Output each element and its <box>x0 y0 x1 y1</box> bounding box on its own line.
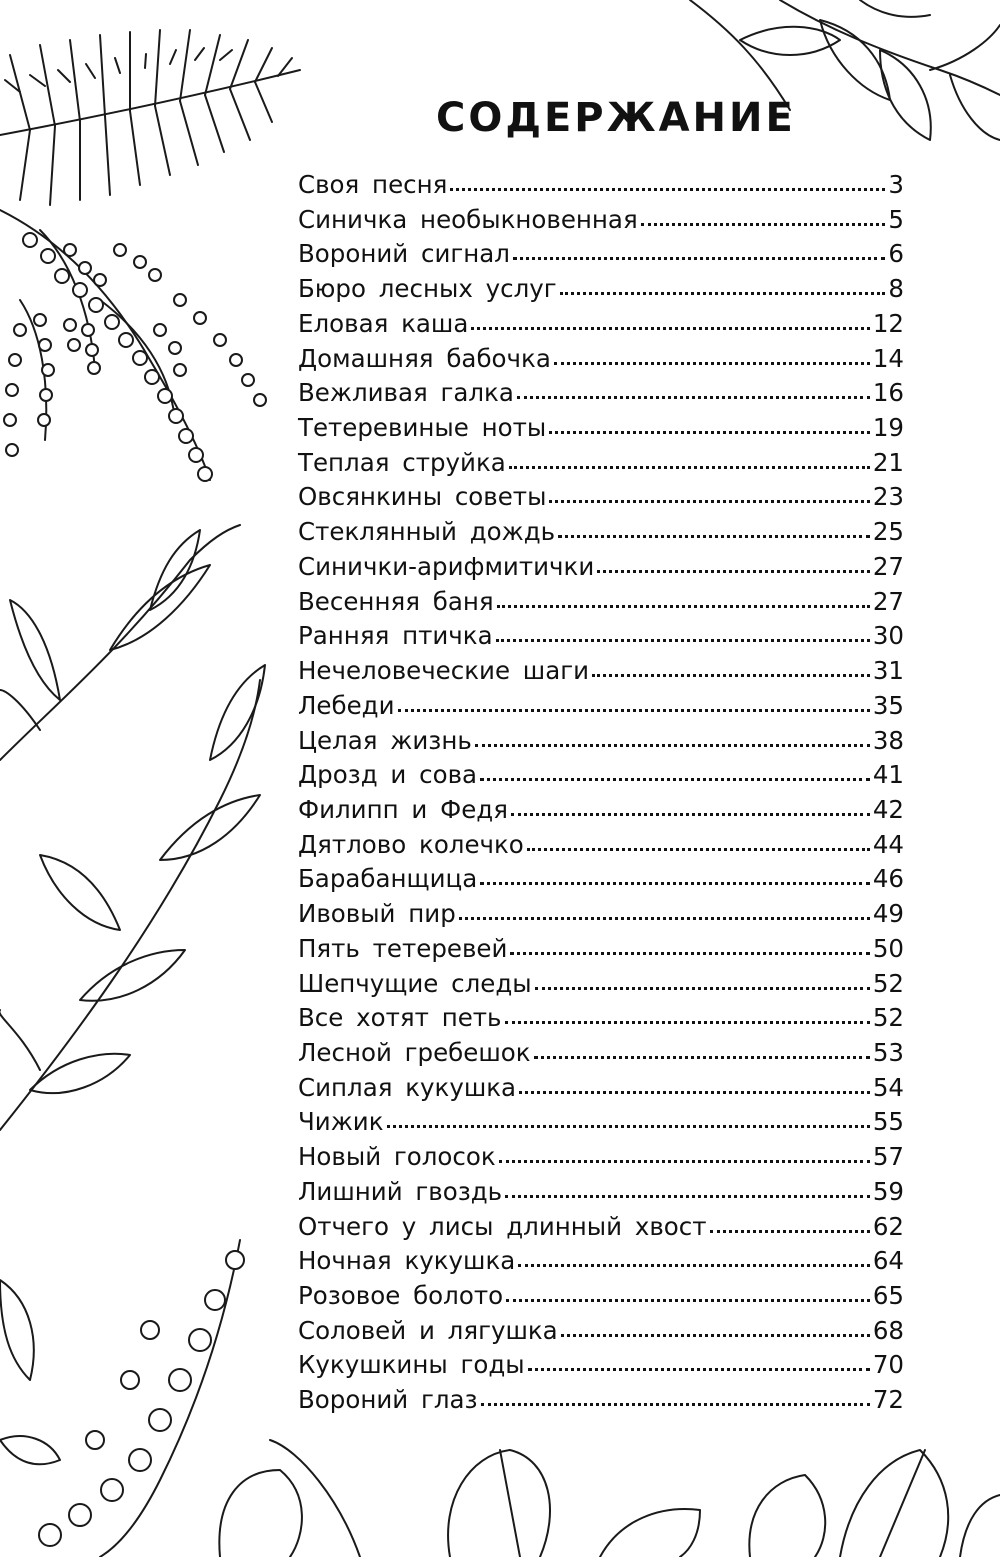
dot-leader <box>710 1228 870 1233</box>
toc-entry-title: Нечеловеческие шаги <box>298 656 590 686</box>
toc-entry-title: Шепчущие следы <box>298 968 532 998</box>
toc-entry-page: 59 <box>872 1176 904 1206</box>
toc-entry <box>298 203 904 238</box>
fern-icon <box>0 30 300 205</box>
dot-leader <box>641 221 886 226</box>
page-title: СОДЕРЖАНИЕ <box>436 95 796 141</box>
toc-entry-title: Целая жизнь <box>298 725 472 755</box>
dot-leader <box>496 637 870 642</box>
mimosa-branch-icon <box>0 210 266 481</box>
toc-entry-page: 23 <box>872 482 904 512</box>
toc-entry <box>298 1383 904 1418</box>
toc-entry-page: 72 <box>872 1385 904 1415</box>
toc-entry-page: 21 <box>872 447 904 477</box>
dot-leader <box>471 325 869 330</box>
toc-entry <box>298 1279 904 1314</box>
dot-leader <box>459 915 870 920</box>
toc-entry-title: Дятлово колечко <box>298 829 524 859</box>
toc-entry <box>298 1175 904 1210</box>
toc-entry <box>298 446 904 481</box>
toc-entry-page: 52 <box>872 968 904 998</box>
toc-entry <box>298 689 904 724</box>
dot-leader <box>505 1019 870 1024</box>
dot-leader <box>597 568 870 573</box>
toc-entry-page: 65 <box>872 1281 904 1310</box>
dot-leader <box>387 1123 870 1128</box>
dot-leader <box>509 464 870 469</box>
toc-entry-page: 19 <box>872 413 904 443</box>
dot-leader <box>450 186 885 191</box>
toc-entry-page: 53 <box>872 1037 904 1067</box>
dot-leader <box>506 1297 870 1302</box>
dot-leader <box>534 1054 870 1059</box>
toc-entry-page: 64 <box>872 1246 904 1276</box>
toc-entry-page: 46 <box>872 864 904 894</box>
toc-entry-title: Синичка необыкновенная <box>298 204 638 234</box>
toc-entry <box>298 411 904 446</box>
toc-entry-title: Отчего у лисы длинный хвост <box>298 1211 707 1241</box>
toc-entry-page: 27 <box>872 586 904 616</box>
dot-leader <box>535 985 870 990</box>
dot-leader <box>517 394 870 399</box>
toc-entry-title: Теплая струйка <box>298 447 506 477</box>
toc-entry <box>298 967 904 1002</box>
toc-entry <box>298 758 904 793</box>
dot-leader <box>475 742 870 747</box>
table-of-contents <box>298 168 904 1418</box>
toc-entry-title: Ранняя птичка <box>298 621 493 651</box>
toc-entry <box>298 237 904 272</box>
toc-entry <box>298 1036 904 1071</box>
dot-leader <box>560 290 886 295</box>
toc-entry-title: Новый голосок <box>298 1142 496 1172</box>
toc-entry <box>298 862 904 897</box>
toc-entry-title: Тетеревиные ноты <box>298 413 547 443</box>
toc-entry-page: 49 <box>872 899 904 929</box>
leaf-branch-icon <box>0 525 265 1130</box>
toc-entry-page: 3 <box>888 170 904 199</box>
toc-entry-page: 41 <box>872 760 904 790</box>
toc-entry-title: Сиплая кукушка <box>298 1072 517 1102</box>
toc-entry-title: Вороний глаз <box>298 1385 478 1415</box>
dot-leader <box>549 429 870 434</box>
toc-entry-title: Стеклянный дождь <box>298 517 556 547</box>
toc-entry-title: Лебеди <box>298 690 395 720</box>
dot-leader <box>561 1332 870 1337</box>
toc-entry-page: 50 <box>872 933 904 963</box>
toc-entry-title: Кукушкины годы <box>298 1350 525 1380</box>
toc-entry-title: Все хотят петь <box>298 1003 502 1033</box>
toc-entry <box>298 550 904 585</box>
toc-entry <box>298 1071 904 1106</box>
dot-leader <box>527 846 870 851</box>
dot-leader <box>510 950 869 955</box>
toc-entry-page: 44 <box>872 829 904 859</box>
toc-entry-page: 14 <box>872 343 904 373</box>
dot-leader <box>554 360 870 365</box>
dot-leader <box>480 880 870 885</box>
toc-entry-title: Вежливая галка <box>298 378 514 408</box>
dot-leader <box>592 672 870 677</box>
toc-entry-page: 35 <box>872 690 904 720</box>
toc-entry-title: Чижик <box>298 1107 384 1137</box>
toc-entry-title: Филипп и Федя <box>298 794 508 824</box>
toc-entry-page: 54 <box>872 1072 904 1102</box>
toc-entry-title: Ивовый пир <box>298 899 456 929</box>
toc-entry-page: 42 <box>872 794 904 824</box>
toc-entry <box>298 1001 904 1036</box>
toc-entry <box>298 515 904 550</box>
toc-entry-title: Лесной гребешок <box>298 1037 531 1067</box>
toc-entry-title: Овсянкины советы <box>298 482 547 512</box>
dot-leader <box>481 1401 870 1406</box>
toc-entry <box>298 342 904 377</box>
toc-entry <box>298 272 904 307</box>
toc-entry-title: Весенняя баня <box>298 586 494 616</box>
dot-leader <box>513 255 885 260</box>
toc-entry-title: Своя песня <box>298 170 448 199</box>
toc-entry-title: Домашняя бабочка <box>298 343 551 373</box>
toc-entry-page: 57 <box>872 1142 904 1172</box>
toc-entry <box>298 307 904 342</box>
toc-entry-title: Розовое болото <box>298 1281 504 1310</box>
dot-leader <box>480 776 870 781</box>
dot-leader <box>518 1262 870 1267</box>
toc-entry <box>298 585 904 620</box>
toc-entry-page: 6 <box>888 239 904 269</box>
dot-leader <box>528 1366 870 1371</box>
toc-entry-page: 55 <box>872 1107 904 1137</box>
toc-entry-title: Лишний гвоздь <box>298 1176 503 1206</box>
toc-entry-page: 12 <box>872 308 904 338</box>
round-leaves-icon <box>219 1440 1000 1557</box>
toc-entry-page: 31 <box>872 656 904 686</box>
toc-entry <box>298 793 904 828</box>
toc-entry <box>298 1210 904 1245</box>
toc-entry <box>298 168 904 203</box>
dot-leader <box>497 603 870 608</box>
dot-leader <box>519 1089 870 1094</box>
toc-entry <box>298 1105 904 1140</box>
toc-entry-title: Вороний сигнал <box>298 239 510 269</box>
toc-entry-page: 70 <box>872 1350 904 1380</box>
dot-leader <box>499 1158 870 1163</box>
dot-leader <box>558 533 870 538</box>
toc-entry <box>298 619 904 654</box>
toc-entry-page: 16 <box>872 378 904 408</box>
toc-entry-title: Ночная кукушка <box>298 1246 516 1276</box>
dot-leader <box>505 1193 870 1198</box>
toc-entry-title: Барабанщица <box>298 864 478 894</box>
dot-leader <box>511 811 870 816</box>
toc-entry-page: 62 <box>872 1211 904 1241</box>
toc-entry <box>298 724 904 759</box>
toc-entry <box>298 1140 904 1175</box>
toc-entry <box>298 376 904 411</box>
toc-entry <box>298 1244 904 1279</box>
toc-entry-title: Синички-арифмитички <box>298 551 595 581</box>
toc-entry-page: 38 <box>872 725 904 755</box>
flower-sprig-icon <box>0 1240 244 1557</box>
toc-entry <box>298 480 904 515</box>
toc-entry <box>298 828 904 863</box>
toc-entry-title: Соловей и лягушка <box>298 1315 558 1345</box>
toc-entry-page: 30 <box>872 621 904 651</box>
toc-entry <box>298 1314 904 1349</box>
toc-entry-title: Бюро лесных услуг <box>298 274 557 304</box>
toc-entry-title: Пять тетеревей <box>298 933 508 963</box>
toc-entry <box>298 1348 904 1383</box>
dot-leader <box>398 707 870 712</box>
dot-leader <box>549 498 869 503</box>
toc-entry <box>298 897 904 932</box>
toc-entry-page: 27 <box>872 551 904 581</box>
toc-entry <box>298 654 904 689</box>
toc-entry-title: Дрозд и сова <box>298 760 478 790</box>
toc-entry-page: 52 <box>872 1003 904 1033</box>
toc-entry-page: 8 <box>888 274 904 304</box>
toc-entry-title: Еловая каша <box>298 308 469 338</box>
toc-entry-page: 5 <box>888 204 904 234</box>
toc-entry-page: 25 <box>872 517 904 547</box>
toc-entry-page: 68 <box>872 1315 904 1345</box>
toc-entry <box>298 932 904 967</box>
